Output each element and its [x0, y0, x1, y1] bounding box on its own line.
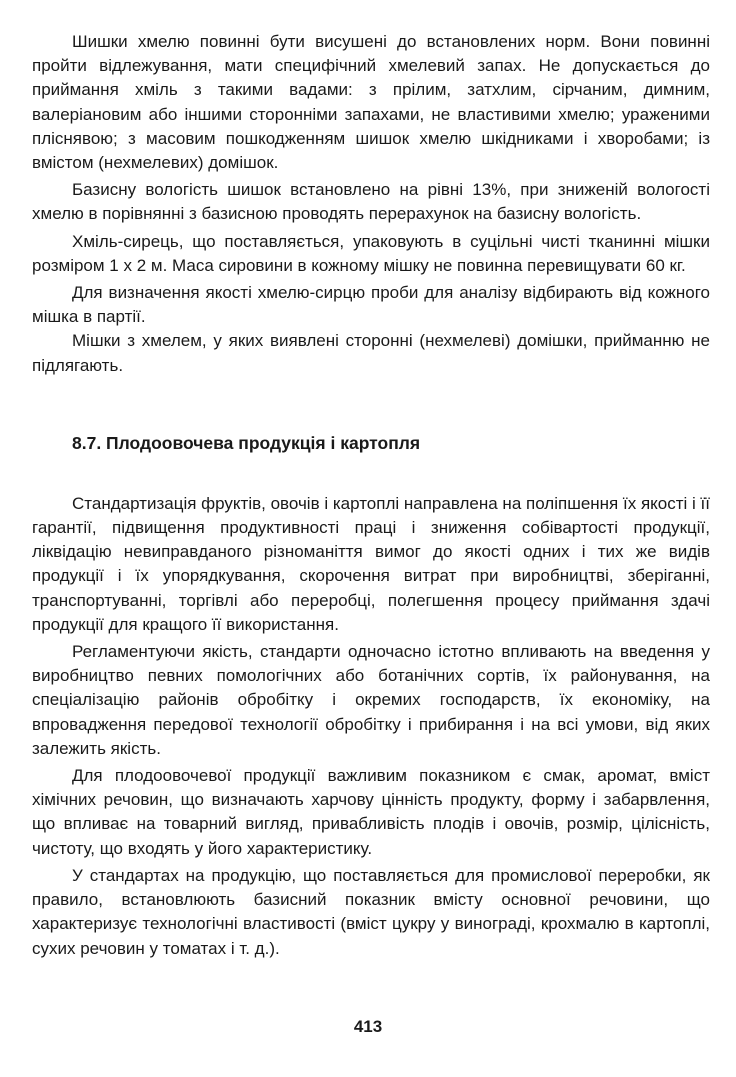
paragraph-industrial-processing: У стандартах на продукцію, що поставляється для промислової переробки, як правило, встановлюють базисний показник вмісту основної речовини, що характеризує технологічні властивості (вміст цукру у винограді, крохмалю в картоплі, сухих речовин у томатах і т. д.).	[32, 865, 710, 958]
paragraph-sampling: Для визначення якості хмелю-сирцю проби для аналізу відбирають від кожного мішка в партії.	[32, 283, 710, 327]
page-number: 413	[353, 1017, 383, 1036]
paragraph-quality-regulation: Регламентуючи якість, стандарти одночасно істотно впливають на введення у виробництво певних помологічних або ботанічних сортів, їх районування, на спеціалізацію районів обробітку і окремих господарств, їх економіку, на впровадження передової технології обробітку і прибирання і на всі умови, від яких залежить якість.	[32, 642, 710, 758]
paragraph-quality-indicators: Для плодоовочевої продукції важливим показником є смак, аромат, вміст хімічних речовин, що визначають харчову цінність продукту, форму і забарвлення, що впливає на товарний вигляд, привабливість плодів і овочів, розмір, цілісність, чистоту, що входять у його характеристику.	[32, 766, 710, 858]
paragraph-rejection: Мішки з хмелем, у яких виявлені сторонні (нехмелеві) домішки, прийманню не підлягають.	[32, 331, 710, 375]
paragraph-standardization: Стандартизація фруктів, овочів і картоплі направлена на поліпшення їх якості і її гарантії, підвищення продуктивності праці і зниження собівартості продукції, ліквідацію невиправданого різноманіття вимог до якості одних і тих же видів продукції і їх упорядкування, скорочення витрат при виробництві, зберіганні, транспортуванні, торгівлі або переробці, полегшення процесу приймання здачі продукції для кращого її використання.	[32, 493, 710, 634]
paragraph-packaging: Хміль-сирець, що поставляється, упаковують в суцільні чисті тканинні мішки розміром 1 х 2 м. Маса сировини в кожному мішку не повинна перевищувати 60 кг.	[32, 231, 710, 275]
paragraph-hops-requirements: Шишки хмелю повинні бути висушені до встановлених норм. Вони повинні пройти відлежування, мати специфічний хмелевий запах. Не допускається до приймання хміль з такими вадами: з прілим, затхлим, сірчаним, димним, валеріановим або іншими сторонніми запахами, не властивими хмелю; ураженими пліснявою; з масовим пошкодженням шишок хмелю шкідниками і хворобами; із вмістом (нехмелевих) домішок.	[32, 32, 710, 173]
section-body	[32, 492, 710, 961]
paragraph-base-moisture: Базисну вологість шишок встановлено на рівні 13%, при зниженій вологості хмелю в порівнянні з базисною проводять перерахунок на базисну вологість.	[32, 180, 710, 224]
section-heading: 8.7. Плодоовочева продукція і картопля	[72, 432, 421, 453]
page-content	[32, 30, 710, 961]
